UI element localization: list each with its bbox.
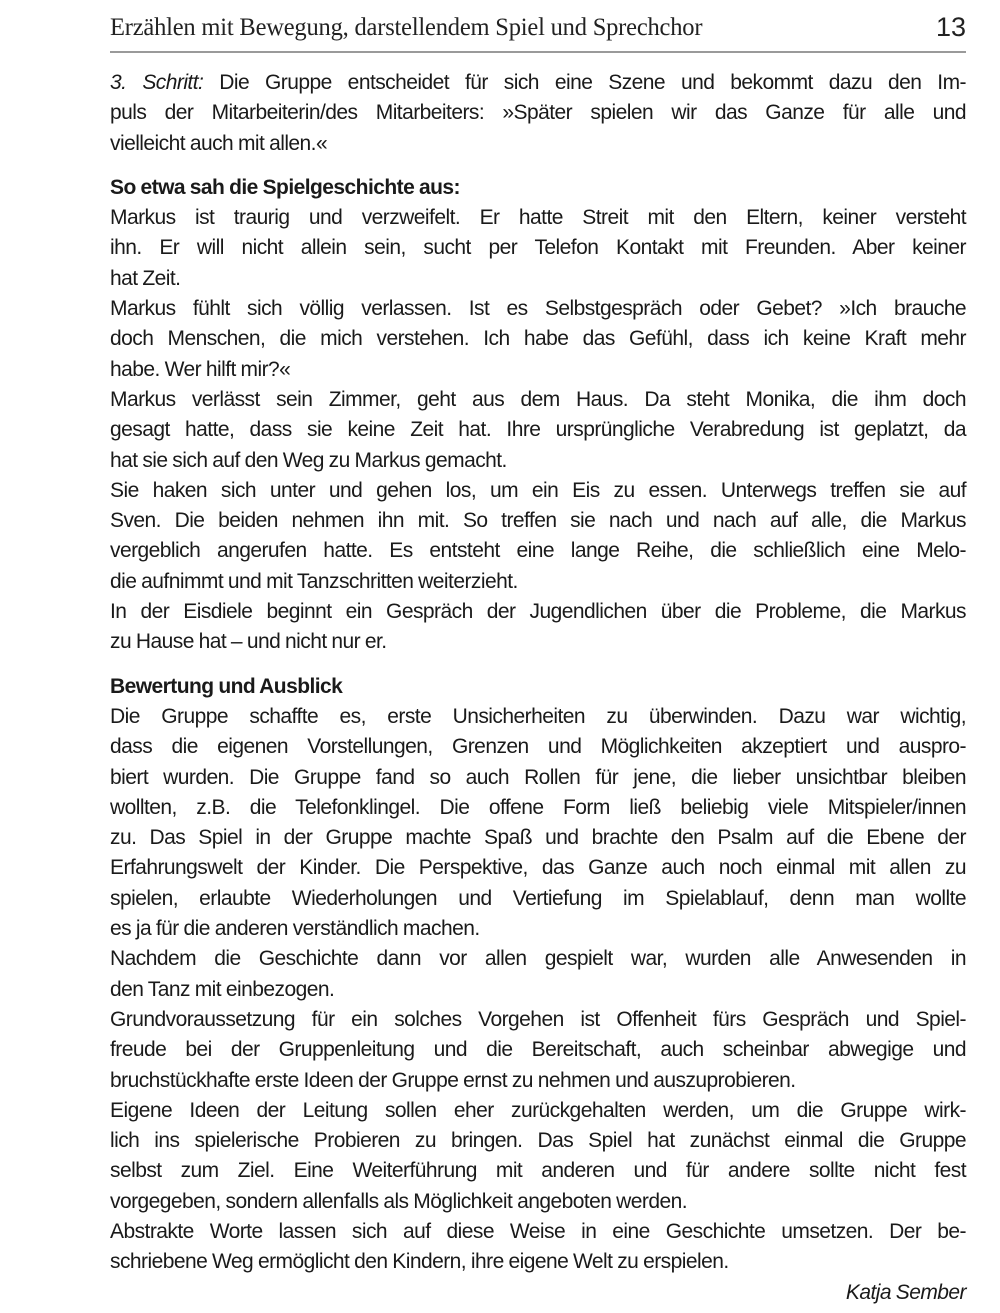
text-line: hat sie sich auf den Weg zu Markus gemacht. [110,448,507,472]
text-line: lich ins spielerische Probieren zu bringen. Das Spiel hat zunächst einmal die Gruppe [110,1129,966,1153]
text-line: Die Gruppe schaffte es, erste Unsicherheiten zu überwinden. Dazu war wichtig, [110,704,966,728]
text-line: Abstrakte Worte lassen sich auf diese Weise in eine Geschichte umsetzen. Der be- [110,1219,966,1243]
text-line: vielleicht auch mit allen.« [110,131,328,155]
header-divider [110,51,966,53]
running-header [110,8,966,44]
text-line: freude bei der Gruppenleitung und die Bereitschaft, auch scheinbar abwegige und [110,1038,966,1062]
text-line: In der Eisdiele beginnt ein Gespräch der Jugendlichen über die Probleme, die Markus [110,600,966,624]
text-line: Markus verlässt sein Zimmer, geht aus dem Haus. Da steht Monika, die ihm doch [110,387,966,411]
text-line: dass die eigenen Vorstellungen, Grenzen und Möglichkeiten akzeptiert und auspro- [110,735,966,759]
text-line: zu. Das Spiel in der Gruppe machte Spaß und brachte den Psalm auf die Ebene der [110,826,966,850]
text-line: Markus fühlt sich völlig verlassen. Ist es Selbstgespräch oder Gebet? »Ich brauche [110,297,966,321]
text-line: Nachdem die Geschichte dann vor allen gespielt war, wurden alle Anwesenden in [110,947,966,971]
paragraph-gap [110,658,966,672]
step3-paragraph [110,68,966,159]
text-line: Sven. Die beiden nehmen ihn mit. So treffen sie nach und nach auf alle, die Markus [110,509,966,533]
story-section [110,173,966,658]
step-label: 3. Schritt: [110,71,204,94]
text-line: gesagt hatte, dass sie keine Zeit hat. Ihre ursprüngliche Verabredung ist geplatzt, da [110,418,966,442]
text-line: hat Zeit. [110,266,181,290]
text-line: schriebene Weg ermöglicht den Kindern, ihre eigene Welt zu erspielen. [110,1250,729,1274]
text-line: Eigene Ideen der Leitung sollen eher zurückgehalten werden, um die Gruppe wirk- [110,1098,966,1122]
chapter-title: Erzählen mit Bewegung, darstellendem Spiel und Sprechchor [110,14,703,41]
section-heading: So etwa sah die Spielgeschichte aus: [110,175,460,199]
section-heading: Bewertung und Ausblick [110,674,343,698]
text-line: Markus ist traurig und verzweifelt. Er hatte Streit mit den Eltern, keiner versteht [110,206,966,230]
author-signature: Katja Sember [845,1280,966,1304]
text-line: es ja für die anderen verständlich machen. [110,917,480,941]
text-line: wollten, z.B. die Telefonklingel. Die offene Form ließ beliebig viele Mitspieler/innen [110,795,966,819]
text-line: Grundvoraussetzung für ein solches Vorgehen ist Offenheit fürs Gespräch und Spiel- [110,1007,966,1031]
text-line: zu Hause hat – und nicht nur er. [110,630,387,654]
text-line: 3. Schritt: Die Gruppe entscheidet für sich eine Szene und bekommt dazu den Im- [110,71,966,94]
text-line: selbst zum Ziel. Eine Weiterführung mit anderen und für andere sollte nicht fest [110,1159,966,1183]
text-line: bruchstückhafte erste Ideen der Gruppe ernst zu nehmen und auszuprobieren. [110,1068,796,1092]
text-line: habe. Wer hilft mir?« [110,357,291,381]
paragraph-gap [110,159,966,173]
text-line: Erfahrungswelt der Kinder. Die Perspektive, das Ganze auch noch einmal mit allen zu [110,856,966,880]
text-line: puls der Mitarbeiterin/des Mitarbeiters: »Später spielen wir das Ganze für alle und [110,101,966,125]
page-number: 13 [935,12,966,42]
text-line: vorgegeben, sondern allenfalls als Möglichkeit angeboten werden. [110,1189,688,1213]
text-line: biert wurden. Die Gruppe fand so auch Rollen für jene, die lieber unsichtbar bleiben [110,765,966,789]
text-line: ihn. Er will nicht allein sein, sucht per Telefon Kontakt mit Freunden. Aber keiner [110,236,966,260]
text-line: die aufnimmt und mit Tanzschritten weiterzieht. [110,569,518,593]
text-line: den Tanz mit einbezogen. [110,977,335,1001]
text-line: vergeblich angerufen hatte. Es entsteht eine lange Reihe, die schließlich eine Melo- [110,539,966,563]
body-text [110,68,966,1308]
text-line: doch Menschen, die mich verstehen. Ich habe das Gefühl, dass ich keine Kraft mehr [110,327,966,351]
text-line: Sie haken sich unter und gehen los, um ein Eis zu essen. Unterwegs treffen sie auf [110,478,966,502]
evaluation-section [110,672,966,1308]
text-line: spielen, erlaubte Wiederholungen und Vertiefung im Spielablauf, denn man wollte [110,886,966,910]
